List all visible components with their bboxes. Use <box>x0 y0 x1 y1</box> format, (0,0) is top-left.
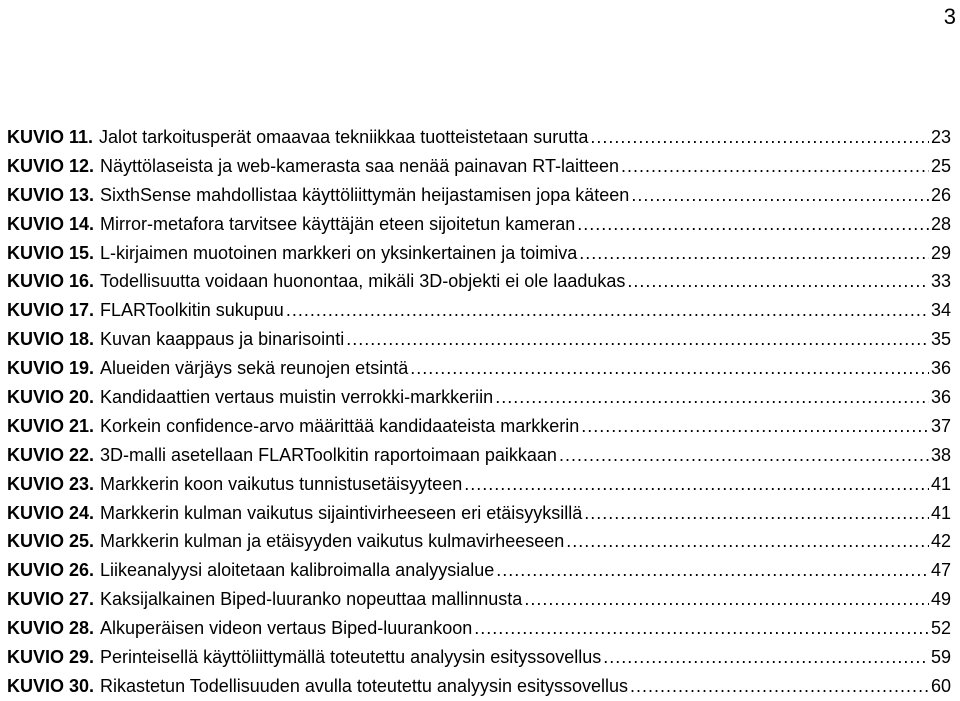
page-ref: 35 <box>930 329 951 350</box>
figure-title: Mirror-metafora tarvitsee käyttäjän eteen sijoitetun kameran <box>100 213 576 234</box>
page-ref: 41 <box>930 502 951 523</box>
figure-title: Markkerin kulman vaikutus sijaintivirheeseen eri etäisyyksillä <box>100 502 583 523</box>
list-item[interactable] <box>7 614 951 643</box>
figure-label: KUVIO 20. <box>7 387 95 408</box>
figure-title: L-kirjaimen muotoinen markkeri on yksinkertainen ja toimiva <box>100 242 578 263</box>
page-ref: 26 <box>930 184 951 205</box>
dot-leader <box>524 585 929 614</box>
figure-label: KUVIO 24. <box>7 502 95 523</box>
list-item[interactable] <box>7 181 951 210</box>
dot-leader <box>581 412 929 441</box>
list-item[interactable] <box>7 383 951 412</box>
figure-label: KUVIO 17. <box>7 300 95 321</box>
figure-title: Jalot tarkoitusperät omaavaa tekniikkaa tuotteistetaan surutta <box>99 127 589 147</box>
page-ref: 59 <box>930 647 951 668</box>
figure-label: KUVIO 21. <box>7 415 95 436</box>
figure-label: KUVIO 13. <box>7 184 95 205</box>
figure-label: KUVIO 12. <box>7 155 95 176</box>
dot-leader <box>346 325 929 354</box>
dot-leader <box>603 643 929 672</box>
figure-label: KUVIO 22. <box>7 444 95 465</box>
dot-leader <box>474 614 929 643</box>
page-number: 3 <box>943 4 956 29</box>
dot-leader <box>496 556 929 585</box>
page-ref: 42 <box>930 531 951 552</box>
dot-leader <box>559 441 929 470</box>
list-item[interactable] <box>7 210 951 239</box>
figure-label: KUVIO 26. <box>7 560 95 581</box>
list-item[interactable] <box>7 239 951 268</box>
page-ref: 36 <box>930 358 951 379</box>
list-item[interactable] <box>7 267 951 296</box>
figure-label: KUVIO 11. <box>7 127 94 147</box>
dot-leader <box>495 383 929 412</box>
list-item[interactable] <box>7 585 951 614</box>
list-item[interactable] <box>7 354 951 383</box>
figure-title: Liikeanalyysi aloitetaan kalibroimalla analyysialue <box>100 560 495 581</box>
page-ref: 25 <box>930 155 951 176</box>
figure-label: KUVIO 15. <box>7 242 95 263</box>
figure-label: KUVIO 16. <box>7 271 95 292</box>
page-ref: 33 <box>930 271 951 292</box>
page-ref: 34 <box>930 300 951 321</box>
figure-title: SixthSense mahdollistaa käyttöliittymän heijastamisen jopa käteen <box>100 184 630 205</box>
list-item[interactable] <box>7 527 951 556</box>
figure-title: 3D-malli asetellaan FLARToolkitin raportoimaan paikkaan <box>100 444 557 465</box>
page-ref: 29 <box>930 242 951 263</box>
dot-leader <box>621 152 929 181</box>
dot-leader <box>566 527 929 556</box>
figure-label: KUVIO 30. <box>7 675 95 696</box>
figure-title: FLARToolkitin sukupuu <box>100 300 284 321</box>
list-item[interactable] <box>7 412 951 441</box>
dot-leader <box>410 354 929 383</box>
dot-leader <box>577 210 929 239</box>
list-item[interactable] <box>7 441 951 470</box>
figure-title: Todellisuutta voidaan huonontaa, mikäli 3D-objekti ei ole laadukas <box>100 271 626 292</box>
page-ref: 36 <box>930 387 951 408</box>
list-item[interactable] <box>7 672 951 701</box>
figure-label: KUVIO 19. <box>7 358 95 379</box>
page-ref: 49 <box>930 589 951 610</box>
figure-title: Alkuperäisen videon vertaus Biped-luurankoon <box>100 618 473 639</box>
figure-label: KUVIO 25. <box>7 531 95 552</box>
list-item[interactable] <box>7 152 951 181</box>
figure-label: KUVIO 27. <box>7 589 95 610</box>
figure-title: Korkein confidence-arvo määrittää kandidaateista markkerin <box>100 415 580 436</box>
figure-title: Markkerin kulman ja etäisyyden vaikutus kulmavirheeseen <box>100 531 565 552</box>
list-item[interactable] <box>7 643 951 672</box>
figure-list <box>7 123 951 701</box>
figure-title: Näyttölaseista ja web-kamerasta saa nenää painavan RT-laitteen <box>100 155 619 176</box>
figure-title: Kaksijalkainen Biped-luuranko nopeuttaa mallinnusta <box>100 589 523 610</box>
figure-title: Kuvan kaappaus ja binarisointi <box>100 329 345 350</box>
figure-label: KUVIO 18. <box>7 329 95 350</box>
page-ref: 41 <box>930 473 951 494</box>
list-item[interactable] <box>7 499 951 528</box>
dot-leader <box>630 672 929 701</box>
figure-title: Rikastetun Todellisuuden avulla toteutettu analyysin esityssovellus <box>100 675 629 696</box>
list-item[interactable] <box>7 470 951 499</box>
figure-title: Markkerin koon vaikutus tunnistusetäisyyteen <box>100 473 463 494</box>
figure-label: KUVIO 14. <box>7 213 95 234</box>
figure-title: Alueiden värjäys sekä reunojen etsintä <box>100 358 409 379</box>
list-item[interactable] <box>7 123 951 152</box>
figure-title: Kandidaattien vertaus muistin verrokki-markkeriin <box>100 387 494 408</box>
page-ref: 37 <box>930 415 951 436</box>
dot-leader <box>631 181 929 210</box>
page-ref: 28 <box>930 213 951 234</box>
figure-title: Perinteisellä käyttöliittymällä toteutettu analyysin esityssovellus <box>100 647 602 668</box>
list-item[interactable] <box>7 325 951 354</box>
page-ref: 38 <box>930 444 951 465</box>
page-ref: 52 <box>930 618 951 639</box>
dot-leader <box>584 499 929 528</box>
page-ref: 47 <box>930 560 951 581</box>
dot-leader <box>464 470 929 499</box>
figure-label: KUVIO 29. <box>7 647 95 668</box>
dot-leader <box>627 267 929 296</box>
page-ref: 23 <box>930 127 951 147</box>
page-ref: 60 <box>930 675 951 696</box>
dot-leader <box>579 239 929 268</box>
dot-leader <box>286 296 929 325</box>
figure-label: KUVIO 23. <box>7 473 95 494</box>
dot-leader <box>590 123 929 152</box>
list-item[interactable] <box>7 296 951 325</box>
list-item[interactable] <box>7 556 951 585</box>
figure-label: KUVIO 28. <box>7 618 95 639</box>
